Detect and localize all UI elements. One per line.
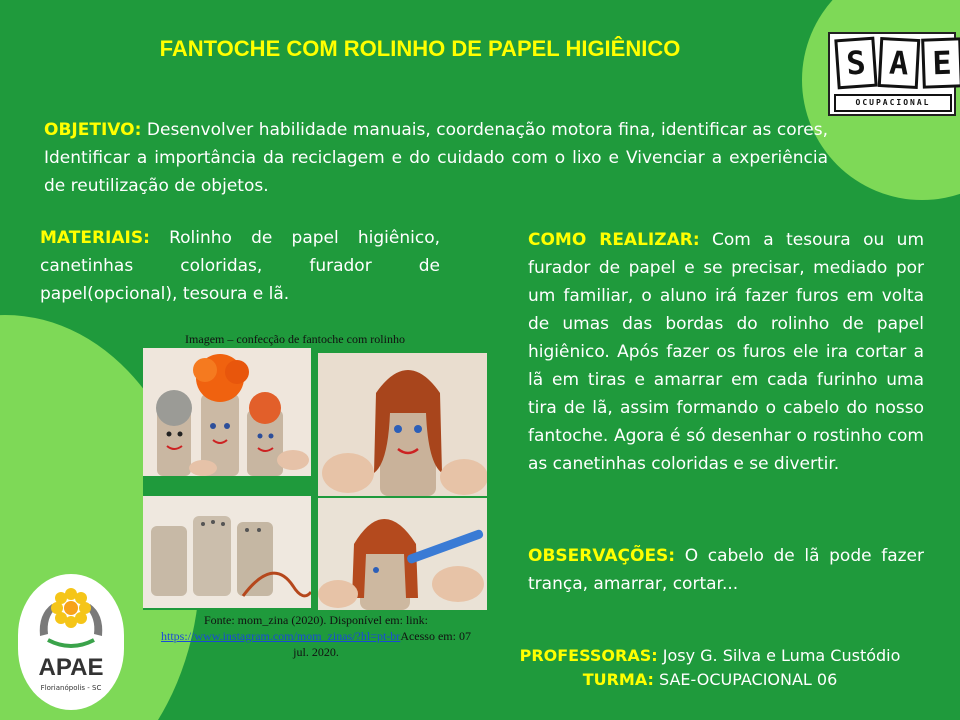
photo-collage xyxy=(143,348,487,610)
materiais-text: Rolinho de papel higiênico, canetinhas coloridas, furador de papel(opcional), tesoura e lã. xyxy=(40,228,440,304)
apae-name: APAE xyxy=(38,654,104,681)
materiais-paragraph xyxy=(40,224,440,308)
como-realizar-paragraph xyxy=(528,226,924,478)
image-source xyxy=(160,612,472,660)
photo-drawing-face xyxy=(318,498,487,610)
sae-logo xyxy=(828,32,956,116)
professoras-line xyxy=(500,644,920,668)
source-link[interactable]: https://www.instagram.com/mom_zinas/?hl=pt-br xyxy=(161,629,401,643)
observacoes-text: O cabelo de lã pode fazer trança, amarrar, cortar... xyxy=(528,546,924,594)
observacoes-label: OBSERVAÇÕES: xyxy=(528,546,676,566)
apae-flower-icon xyxy=(18,574,124,654)
objetivo-label: OBJETIVO: xyxy=(44,120,142,140)
observacoes-paragraph xyxy=(528,542,924,598)
source-prefix: Fonte: mom_zina (2020). Disponível em: link: xyxy=(204,613,428,627)
objetivo-paragraph xyxy=(44,116,828,200)
como-realizar-label: COMO REALIZAR: xyxy=(528,230,700,250)
professoras-value: Josy G. Silva e Luma Custódio xyxy=(657,646,901,665)
credits xyxy=(500,644,920,692)
image-caption: Imagem – confecção de fantoche com rolinho xyxy=(185,332,405,346)
apae-logo xyxy=(18,574,124,710)
photo-rolls-with-holes xyxy=(143,496,311,608)
turma-value: SAE-OCUPACIONAL 06 xyxy=(653,670,838,689)
photo-puppet-closeup xyxy=(318,353,487,496)
turma-label: TURMA: xyxy=(582,670,654,689)
materiais-label: MATERIAIS: xyxy=(40,228,150,248)
slide-title: FANTOCHE COM ROLINHO DE PAPEL HIGIÊNICO xyxy=(159,36,681,61)
apae-city: Florianópolis - SC xyxy=(40,684,102,692)
objetivo-text: Desenvolver habilidade manuais, coordenação motora fina, identificar as cores, Identificar a importância da reciclagem e do cuidado com o lixo e Vivenciar a experiência de reutilização de objetos. xyxy=(44,120,828,196)
sae-letter: E xyxy=(921,37,960,88)
como-realizar-text: Com a tesoura ou um furador de papel e se precisar, mediado por um familiar, o aluno irá fazer furos em volta de umas das bordas do rolinho de papel higiênico. Após fazer os furos ele ira cortar a lã em tiras e amarrar em cada furinho uma tira de lã, assim formando o cabelo do nosso fantoche. Agora é só desenhar o rostinho com as canetinhas coloridas e se divertir. xyxy=(528,230,925,474)
sae-subtitle: OCUPACIONAL xyxy=(834,94,952,112)
sae-letter: S xyxy=(834,37,877,90)
sae-letter: A xyxy=(878,37,921,89)
photo-finished-puppets xyxy=(143,348,311,476)
professoras-label: PROFESSORAS: xyxy=(519,646,658,665)
source-suffix: Acesso em: 07 jul. 2020. xyxy=(293,629,471,659)
turma-line xyxy=(500,668,920,692)
